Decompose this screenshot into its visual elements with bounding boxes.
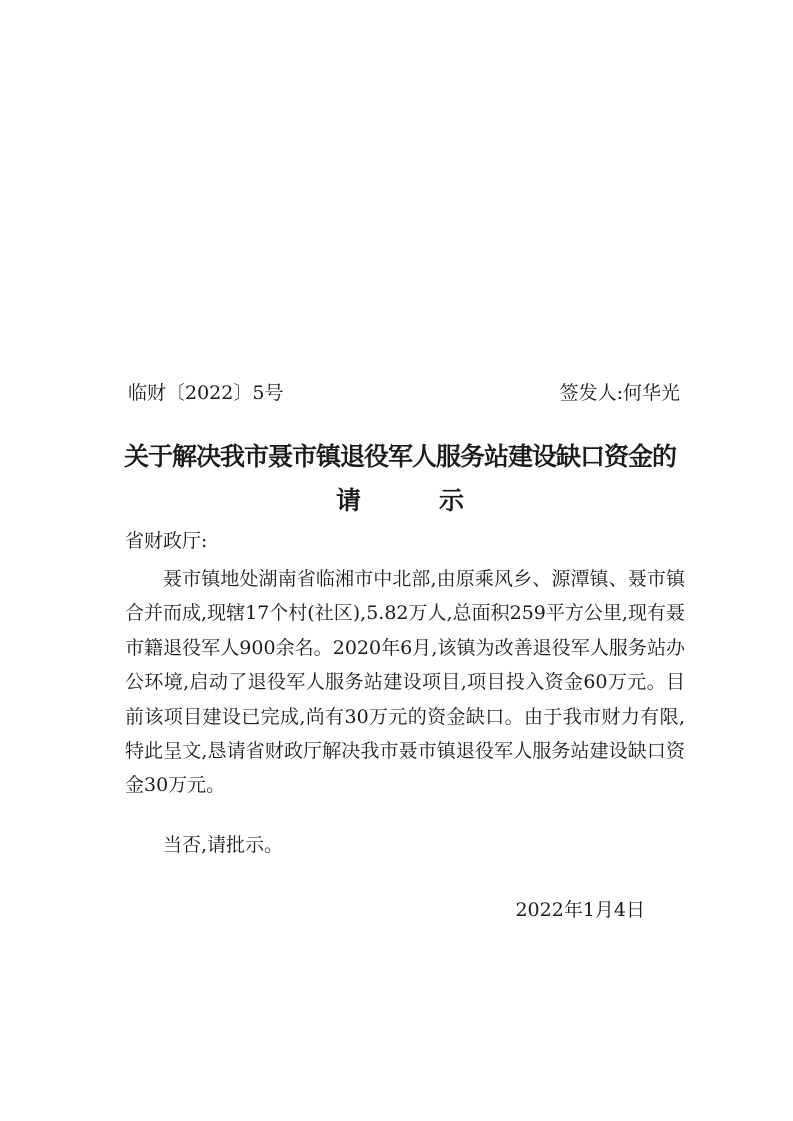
addressee: 省财政厅: bbox=[125, 530, 208, 552]
title-line-1: 关于解决我市聂市镇退役军人服务站建设缺口资金的 bbox=[123, 442, 676, 471]
document-title bbox=[110, 435, 690, 523]
closing-request: 当否,请批示。 bbox=[163, 834, 284, 856]
document-date: 2022年1月4日 bbox=[515, 899, 645, 921]
document-number: 临财〔2022〕5号 bbox=[128, 382, 284, 404]
body-paragraph: 聂市镇地处湖南省临湘市中北部,由原乘风乡、源潭镇、聂市镇合并而成,现辖17个村(社区),5.82万人,总面积259平方公里,现有聂市籍退役军人900余名。2020年6月,该镇为改善退役军人服务站办公环境,启动了退役军人服务站建设项目,项目投入资金60万元。目前该项目建设已完成,尚有30万元的资金缺口。由于我市财力有限,特此呈文,恳请省财政厅解决我市聂市镇退役军人服务站建设缺口资金30万元。 bbox=[125, 568, 685, 797]
body-text bbox=[125, 562, 685, 803]
document-header bbox=[128, 378, 680, 408]
title-line-2: 请示 bbox=[335, 486, 542, 515]
signer-label: 签发人:何华光 bbox=[559, 382, 680, 404]
